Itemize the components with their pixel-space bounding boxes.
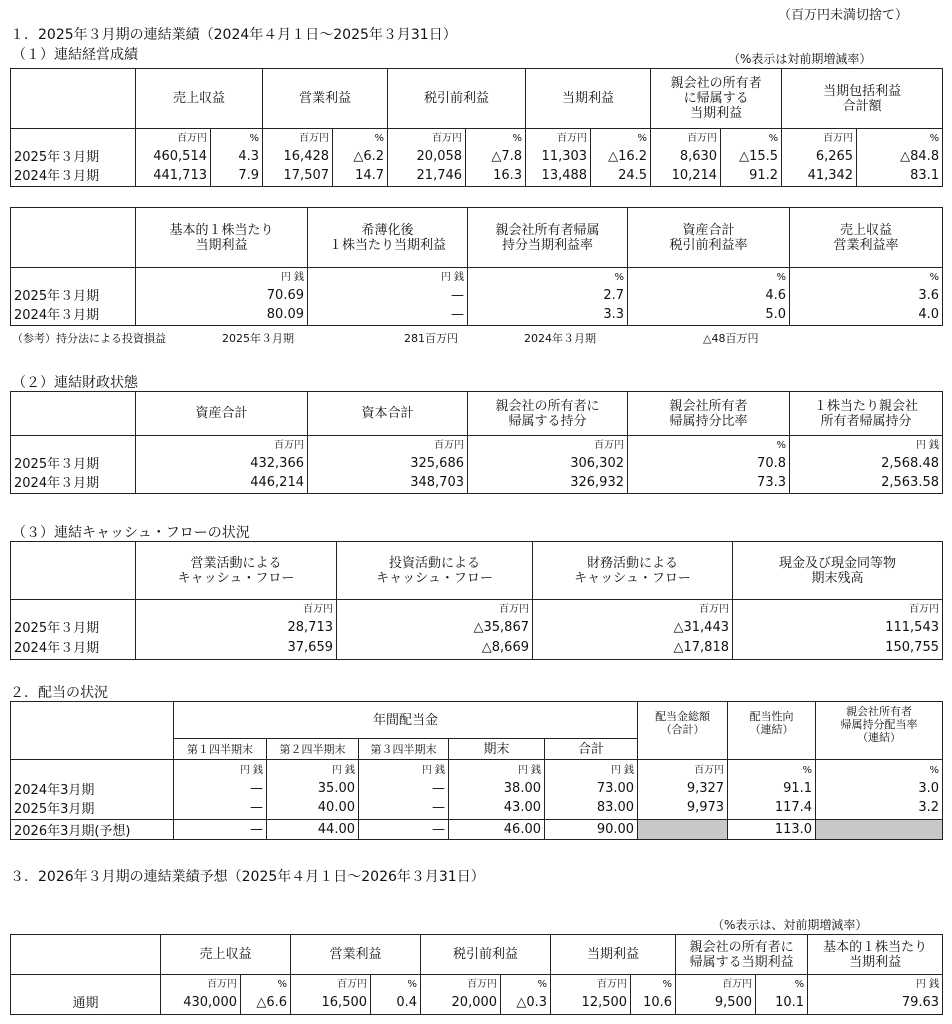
financial-position-table bbox=[10, 391, 943, 494]
header-roa: 資産合計 税引前利益率 bbox=[628, 208, 790, 268]
equity-method-value-1: 281百万円 bbox=[404, 332, 458, 345]
header-parent-profit: 親会社の所有者 に帰属する 当期利益 bbox=[651, 69, 782, 129]
cell: 円 銭 — — bbox=[359, 760, 449, 820]
row-label: 2024年3月期 bbox=[14, 783, 95, 798]
cell: 113.0 bbox=[728, 820, 816, 840]
cell: 百万円 6,265 41,342 bbox=[782, 129, 857, 187]
row-labels bbox=[11, 436, 136, 494]
header-operating-cf: 営業活動による キャッシュ・フロー bbox=[136, 542, 337, 600]
dividend-table bbox=[10, 701, 943, 840]
cell: % 70.8 73.3 bbox=[628, 436, 790, 494]
cell: — bbox=[174, 820, 267, 840]
header-blank bbox=[11, 208, 136, 268]
header-total-equity: 資本合計 bbox=[308, 392, 468, 436]
section1-note: （%表示は対前期増減率） bbox=[728, 52, 872, 66]
row-label: 2024年３月期 bbox=[14, 169, 100, 184]
header-blank bbox=[11, 702, 174, 760]
equity-method-value-2: △48百万円 bbox=[703, 332, 759, 345]
header-basic-eps: 基本的１株当たり 当期利益 bbox=[136, 208, 308, 268]
per-share-table bbox=[10, 207, 943, 326]
cell: 円 銭 2,568.48 2,563.58 bbox=[790, 436, 943, 494]
header-operating-profit: 営業利益 bbox=[263, 69, 388, 129]
cell: % △6.2 14.7 bbox=[333, 129, 388, 187]
row-label: 2025年３月期 bbox=[14, 457, 100, 472]
operating-results-table bbox=[10, 68, 943, 187]
row-labels bbox=[11, 975, 161, 1015]
cell: 円 銭 79.63 bbox=[808, 975, 943, 1015]
cell: 百万円 460,514 441,713 bbox=[136, 129, 211, 187]
header-comprehensive-income: 当期包括利益 合計額 bbox=[782, 69, 943, 129]
cell: % 3.0 3.2 bbox=[816, 760, 943, 820]
cell: % △6.6 bbox=[241, 975, 291, 1015]
cell: % 0.4 bbox=[371, 975, 421, 1015]
header-cash-balance: 現金及び現金同等物 期末残高 bbox=[733, 542, 943, 600]
cell: 百万円 432,366 446,214 bbox=[136, 436, 308, 494]
equity-method-period-1: 2025年３月期 bbox=[222, 332, 294, 345]
header-net-profit: 当期利益 bbox=[526, 69, 651, 129]
cell: % △16.2 24.5 bbox=[591, 129, 651, 187]
row-label: 2025年３月期 bbox=[14, 621, 100, 636]
row-labels bbox=[11, 129, 136, 187]
section2-subtitle: （２）連結財政状態 bbox=[12, 375, 138, 391]
header-annual-dividend: 年間配当金 bbox=[174, 702, 638, 739]
header-equity-ratio: 親会社所有者 帰属持分比率 bbox=[628, 392, 790, 436]
equity-method-note-label: （参考）持分法による投資損益 bbox=[12, 332, 166, 345]
header-payout-ratio: 配当性向 （連結） bbox=[728, 702, 816, 760]
header-operating-profit: 営業利益 bbox=[291, 935, 421, 975]
cell: % 91.1 117.4 bbox=[728, 760, 816, 820]
header-blank bbox=[11, 69, 136, 129]
header-pretax-profit: 税引前利益 bbox=[421, 935, 551, 975]
cell: — bbox=[359, 820, 449, 840]
cell: 百万円 430,000 bbox=[161, 975, 241, 1015]
row-label: 2025年3月期 bbox=[14, 802, 95, 817]
cell: 90.00 bbox=[545, 820, 638, 840]
header-revenue: 売上収益 bbox=[136, 69, 263, 129]
header-blank bbox=[11, 935, 161, 975]
cell: 百万円 △31,443 △17,818 bbox=[533, 600, 733, 660]
header-q1: 第１四半期末 bbox=[174, 739, 267, 760]
header-total-dividends: 配当金総額 （合計） bbox=[638, 702, 728, 760]
header-pretax-profit: 税引前利益 bbox=[388, 69, 526, 129]
cell: % △15.5 91.2 bbox=[721, 129, 782, 187]
row-label: 2024年３月期 bbox=[14, 476, 100, 491]
header-basic-eps: 基本的１株当たり 当期利益 bbox=[808, 935, 943, 975]
section1-title: １．2025年３月期の連結業績（2024年４月１日～2025年３月31日） bbox=[10, 27, 457, 43]
cell: % △84.8 83.1 bbox=[857, 129, 943, 187]
row-labels bbox=[11, 600, 136, 660]
cell: % 2.7 3.3 bbox=[468, 268, 628, 326]
header-bps: １株当たり親会社 所有者帰属持分 bbox=[790, 392, 943, 436]
header-year-end: 期末 bbox=[449, 739, 545, 760]
cell: 百万円 9,500 bbox=[676, 975, 756, 1015]
header-total-assets: 資産合計 bbox=[136, 392, 308, 436]
cell: 円 銭 73.00 83.00 bbox=[545, 760, 638, 820]
row-labels bbox=[11, 268, 136, 326]
row-label: 2025年３月期 bbox=[14, 150, 100, 165]
header-parent-equity: 親会社の所有者に 帰属する持分 bbox=[468, 392, 628, 436]
cell: 百万円 325,686 348,703 bbox=[308, 436, 468, 494]
cell: % 4.6 5.0 bbox=[628, 268, 790, 326]
cell: 百万円 16,428 17,507 bbox=[263, 129, 333, 187]
cell: % 10.6 bbox=[631, 975, 676, 1015]
cell: 百万円 △35,867 △8,669 bbox=[337, 600, 533, 660]
header-diluted-eps: 希薄化後 １株当たり当期利益 bbox=[308, 208, 468, 268]
row-labels bbox=[11, 760, 174, 820]
cell: 円 銭 70.69 80.09 bbox=[136, 268, 308, 326]
header-roe: 親会社所有者帰属 持分当期利益率 bbox=[468, 208, 628, 268]
row-label: 通期 bbox=[72, 996, 99, 1011]
section5-title: ３．2026年３月期の連結業績予想（2025年４月１日～2026年３月31日） bbox=[10, 869, 485, 885]
row-label-forecast: 2026年3月期(予想) bbox=[11, 820, 174, 840]
cell: 百万円 8,630 10,214 bbox=[651, 129, 721, 187]
cell: 百万円 9,327 9,973 bbox=[638, 760, 728, 820]
header-blank bbox=[11, 392, 136, 436]
cell: 百万円 12,500 bbox=[551, 975, 631, 1015]
cell: 円 銭 38.00 43.00 bbox=[449, 760, 545, 820]
header-revenue: 売上収益 bbox=[161, 935, 291, 975]
cell: 円 銭 — — bbox=[308, 268, 468, 326]
row-label: 2025年３月期 bbox=[14, 289, 100, 304]
equity-method-period-2: 2024年３月期 bbox=[524, 332, 596, 345]
cell: 44.00 bbox=[267, 820, 359, 840]
section5-note: （%表示は、対前期増減率） bbox=[712, 918, 868, 932]
cell: 円 銭 35.00 40.00 bbox=[267, 760, 359, 820]
header-financing-cf: 財務活動による キャッシュ・フロー bbox=[533, 542, 733, 600]
cell: 百万円 28,713 37,659 bbox=[136, 600, 337, 660]
cell: % 4.3 7.9 bbox=[211, 129, 263, 187]
forecast-table bbox=[10, 934, 943, 1015]
row-label: 2024年３月期 bbox=[14, 308, 100, 323]
cell-shaded bbox=[816, 820, 943, 840]
cell: 百万円 11,303 13,488 bbox=[526, 129, 591, 187]
section1-subtitle: （１）連結経営成績 bbox=[12, 47, 138, 63]
header-total: 合計 bbox=[545, 739, 638, 760]
cell: % △7.8 16.3 bbox=[466, 129, 526, 187]
header-investing-cf: 投資活動による キャッシュ・フロー bbox=[337, 542, 533, 600]
cell: 百万円 16,500 bbox=[291, 975, 371, 1015]
cell: % △0.3 bbox=[501, 975, 551, 1015]
cell: 46.00 bbox=[449, 820, 545, 840]
header-operating-margin: 売上収益 営業利益率 bbox=[790, 208, 943, 268]
cell: 百万円 306,302 326,932 bbox=[468, 436, 628, 494]
header-q3: 第３四半期末 bbox=[359, 739, 449, 760]
header-q2: 第２四半期末 bbox=[267, 739, 359, 760]
section3-subtitle: （３）連結キャッシュ・フローの状況 bbox=[12, 525, 250, 541]
header-parent-profit: 親会社の所有者に 帰属する当期利益 bbox=[676, 935, 808, 975]
cell: 円 銭 — — bbox=[174, 760, 267, 820]
cash-flow-table bbox=[10, 541, 943, 660]
cell-shaded bbox=[638, 820, 728, 840]
row-label: 2024年３月期 bbox=[14, 641, 100, 656]
section4-title: ２．配当の状況 bbox=[10, 685, 108, 701]
header-net-profit: 当期利益 bbox=[551, 935, 676, 975]
cell: 百万円 20,000 bbox=[421, 975, 501, 1015]
cell: 百万円 20,058 21,746 bbox=[388, 129, 466, 187]
header-blank bbox=[11, 542, 136, 600]
header-doe: 親会社所有者 帰属持分配当率 （連結） bbox=[816, 702, 943, 760]
cell: 百万円 111,543 150,755 bbox=[733, 600, 943, 660]
cell: % 10.1 bbox=[756, 975, 808, 1015]
truncation-note: （百万円未満切捨て） bbox=[778, 8, 909, 23]
cell: % 3.6 4.0 bbox=[790, 268, 943, 326]
